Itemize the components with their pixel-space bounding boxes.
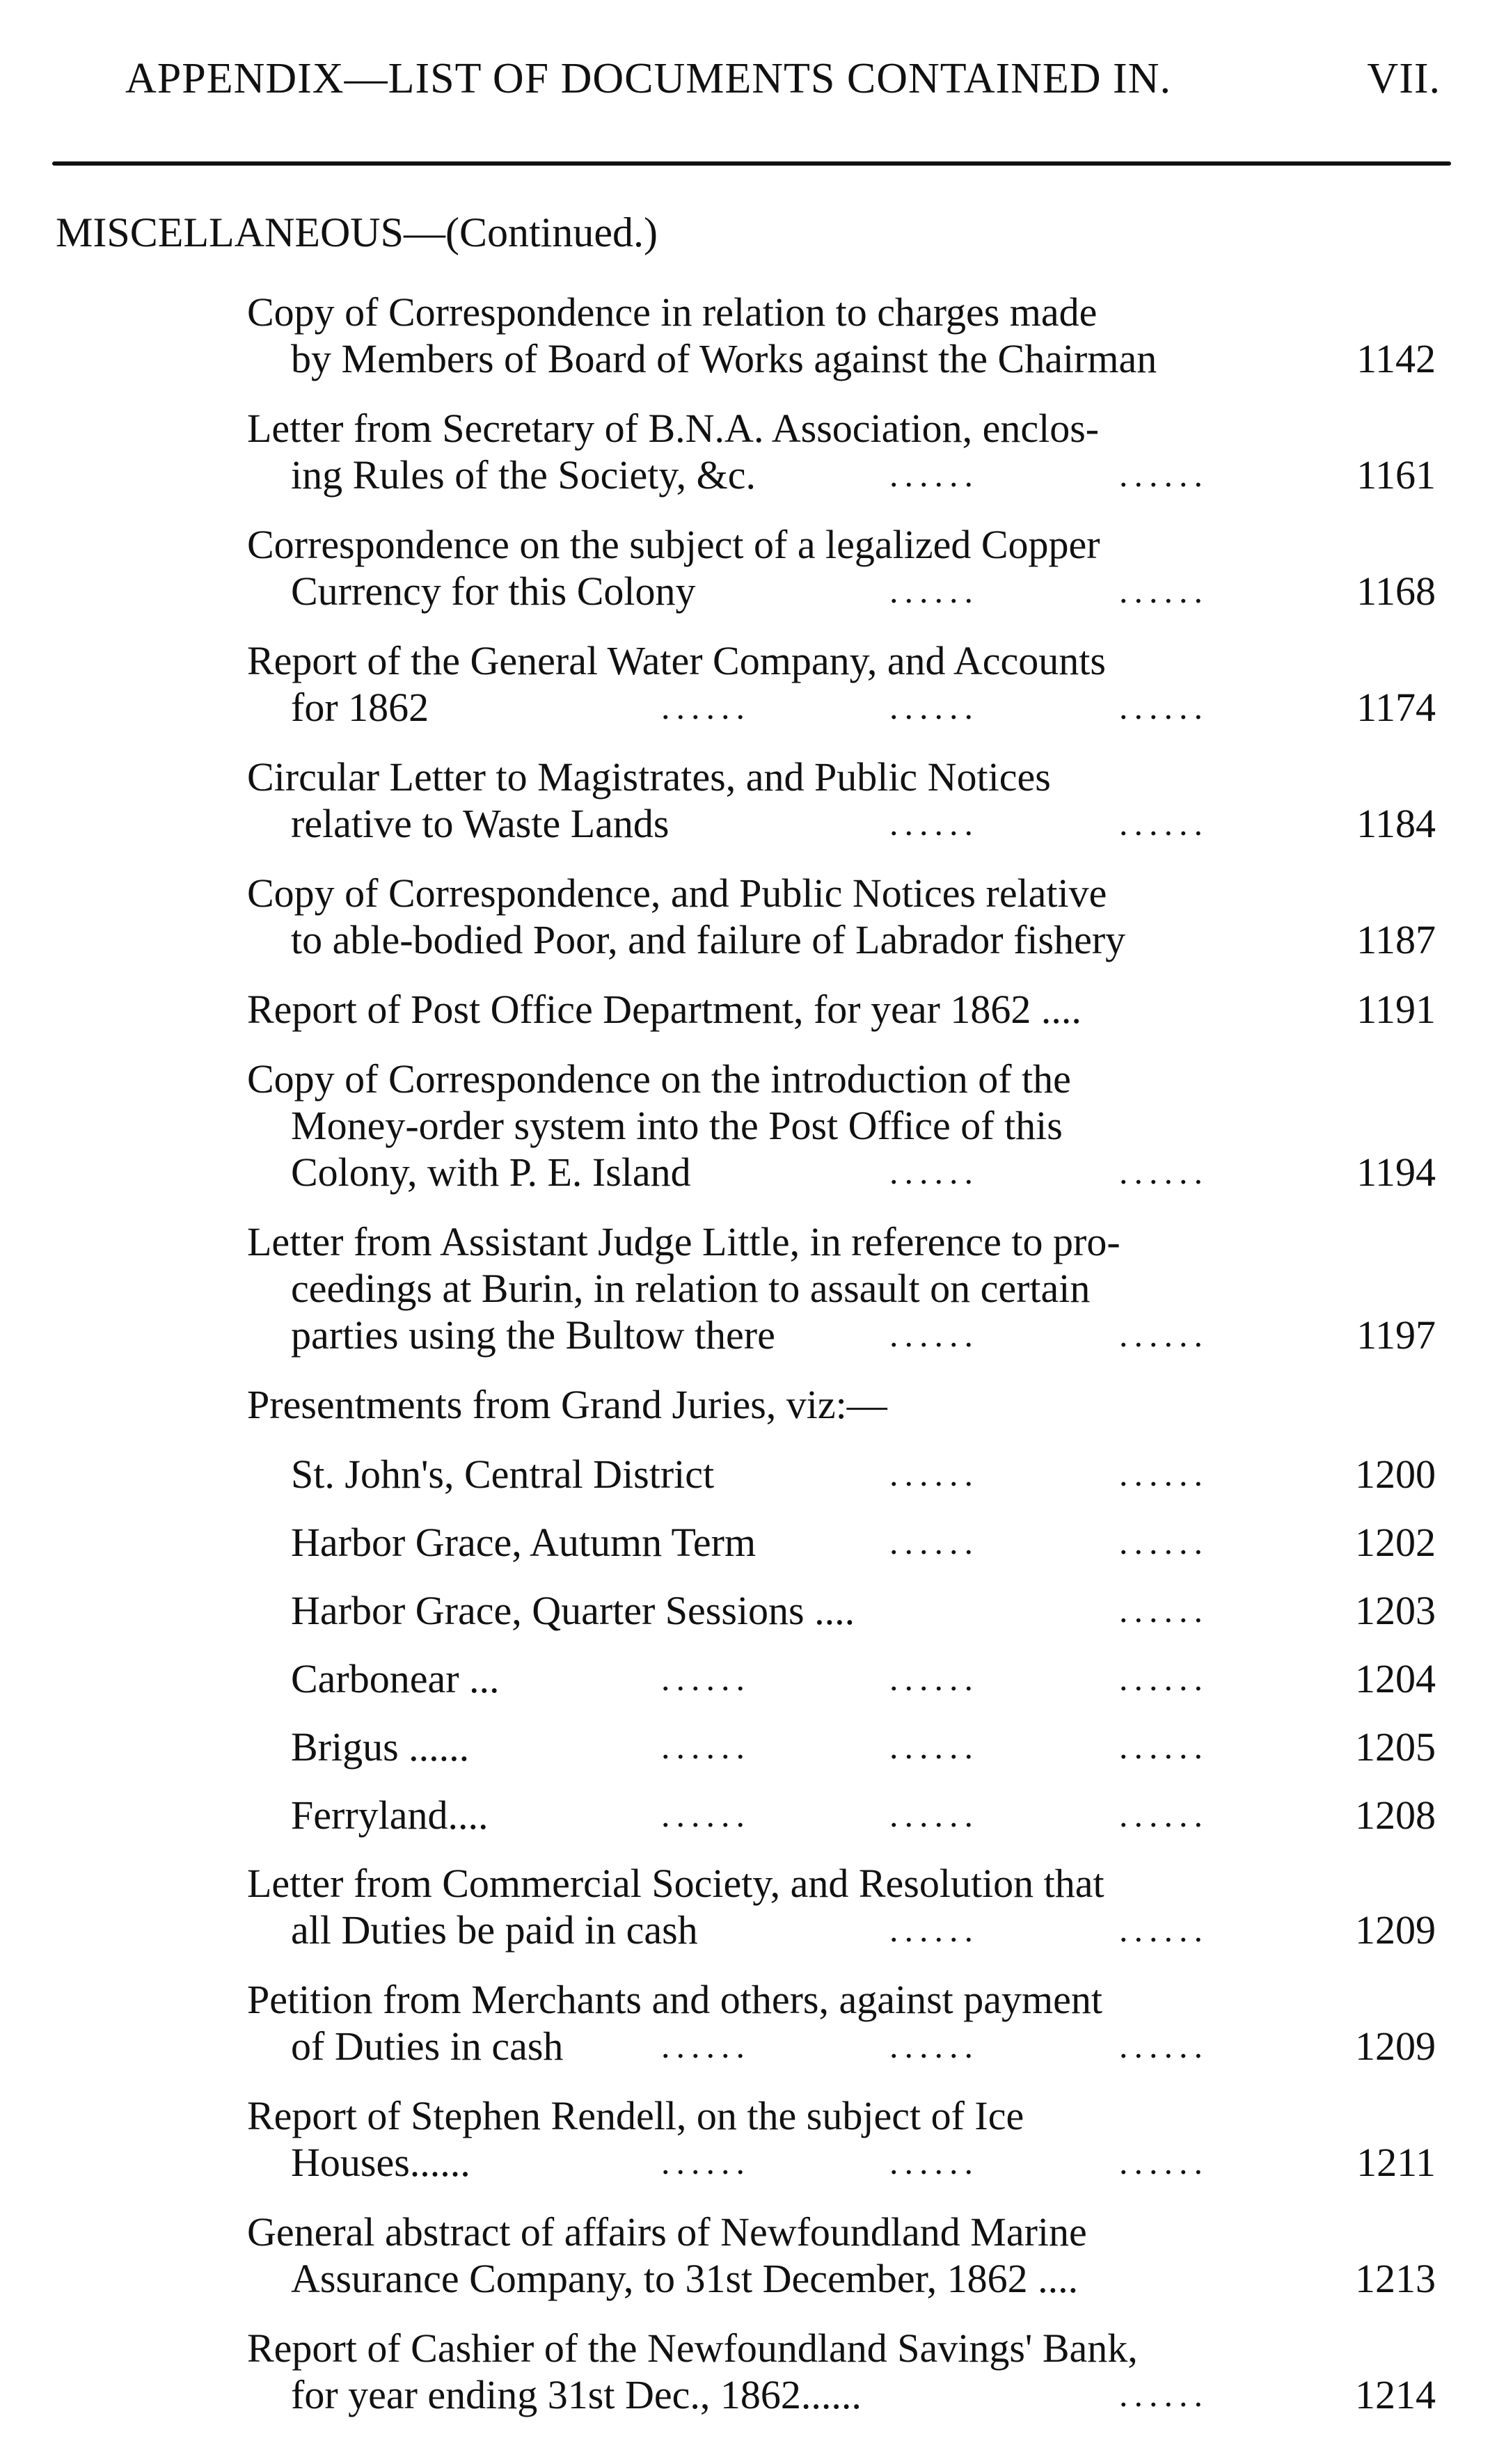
page-number: 1191 xyxy=(1356,987,1436,1032)
entry-spacer xyxy=(0,498,1497,521)
list-entry xyxy=(0,2092,1497,2186)
dot-leader: ...... xyxy=(889,571,979,610)
entry-spacer xyxy=(0,614,1497,637)
list-entry xyxy=(0,521,1497,614)
dot-leader: ...... xyxy=(889,1659,979,1698)
dot-leader: ...... xyxy=(889,1315,979,1354)
dot-leader: ...... xyxy=(889,455,979,494)
entry-text: Report of the General Water Company, and Accounts xyxy=(247,638,1106,683)
entry-continuation-line xyxy=(0,2371,1497,2418)
entry-text: Letter from Secretary of B.N.A. Association, enclos- xyxy=(247,406,1100,451)
entry-continuation-line xyxy=(0,684,1497,731)
dot-leader: ...... xyxy=(889,2026,979,2065)
list-entry xyxy=(0,1381,1497,1428)
entry-text: Copy of Correspondence in relation to charges made xyxy=(247,289,1098,335)
entry-text: Presentments from Grand Juries, viz:— xyxy=(247,1382,887,1427)
list-entry xyxy=(0,2209,1497,2302)
entry-spacer xyxy=(0,1566,1497,1587)
entry-spacer xyxy=(0,963,1497,986)
dot-leader: ...... xyxy=(889,1152,979,1191)
entry-spacer xyxy=(0,1195,1497,1218)
dot-leader: ...... xyxy=(1119,2375,1209,2414)
dot-leader: ...... xyxy=(889,2143,979,2181)
entry-title-line xyxy=(0,1056,1497,1102)
dot-leader: ...... xyxy=(1119,1152,1209,1191)
entry-text: Houses...... xyxy=(291,2140,470,2185)
entry-continuation-line xyxy=(0,1907,1497,1953)
entry-title-line xyxy=(0,754,1497,800)
dot-leader: ...... xyxy=(661,687,751,726)
dot-leader: ...... xyxy=(1119,1315,1209,1354)
list-entry xyxy=(0,754,1497,847)
dot-leader: ...... xyxy=(1119,1454,1209,1493)
entry-text: parties using the Bultow there xyxy=(291,1312,775,1358)
dot-leader: ...... xyxy=(889,687,979,726)
presentment-label: St. John's, Central District xyxy=(291,1452,715,1497)
page-number: 1161 xyxy=(1356,452,1436,498)
entry-continuation-line xyxy=(0,1149,1497,1195)
presentment-label: Brigus ...... xyxy=(291,1724,470,1770)
dot-leader: ...... xyxy=(1119,1591,1209,1630)
list-entry xyxy=(0,870,1497,963)
entry-continuation-line xyxy=(0,2139,1497,2186)
section-heading: MISCELLANEOUS—(Continued.) xyxy=(56,209,658,255)
dot-leader: ...... xyxy=(661,1727,751,1766)
page-number: 1200 xyxy=(1355,1452,1436,1497)
entry-spacer xyxy=(0,2302,1497,2325)
presentment-item xyxy=(0,1655,1497,1702)
entry-text: ing Rules of the Society, &c. xyxy=(291,452,756,498)
page-number: 1202 xyxy=(1355,1520,1436,1565)
entry-text: Report of Stephen Rendell, on the subject of Ice xyxy=(247,2093,1024,2138)
presentment-label: Ferryland.... xyxy=(291,1793,489,1838)
entry-text: ceedings at Burin, in relation to assault on certain xyxy=(291,1266,1091,1311)
entry-spacer xyxy=(0,1702,1497,1724)
page-number: 1194 xyxy=(1356,1150,1436,1195)
entry-continuation-line xyxy=(0,1265,1497,1312)
entry-title-line xyxy=(0,870,1497,916)
presentment-label: Carbonear ... xyxy=(291,1656,500,1701)
dot-leader: ...... xyxy=(1119,687,1209,726)
entry-spacer xyxy=(0,2418,1497,2441)
entry-continuation-line xyxy=(0,1102,1497,1149)
entry-continuation-line xyxy=(0,568,1497,614)
page-number: 1209 xyxy=(1355,1907,1436,1953)
entry-spacer xyxy=(0,1033,1497,1056)
presentment-item xyxy=(0,1451,1497,1497)
entry-title-line xyxy=(0,405,1497,452)
dot-leader: ...... xyxy=(1119,1910,1209,1949)
entry-title-line xyxy=(0,2325,1497,2371)
presentment-item xyxy=(0,1724,1497,1770)
dot-leader: ...... xyxy=(1119,1659,1209,1698)
dot-leader: ...... xyxy=(889,1523,979,1561)
page-number: 1142 xyxy=(1356,336,1436,381)
presentment-item xyxy=(0,1587,1497,1634)
entry-text: Correspondence on the subject of a legalized Copper xyxy=(247,522,1100,567)
entry-text: by Members of Board of Works against the Chairman xyxy=(291,336,1157,381)
entry-title-line xyxy=(0,2092,1497,2139)
entry-text: for year ending 31st Dec., 1862...... xyxy=(291,2372,862,2417)
dot-leader: ...... xyxy=(1119,2026,1209,2065)
entry-continuation-line xyxy=(0,1312,1497,1358)
page-number: 1187 xyxy=(1356,917,1436,962)
entry-text: Copy of Correspondence, and Public Notices relative xyxy=(247,871,1107,916)
page-number: 1205 xyxy=(1355,1724,1436,1770)
entry-text: Colony, with P. E. Island xyxy=(291,1150,691,1195)
presentment-item xyxy=(0,1792,1497,1838)
presentment-label: Harbor Grace, Autumn Term xyxy=(291,1520,757,1565)
page-number: 1214 xyxy=(1355,2372,1436,2417)
page-number: 1174 xyxy=(1356,685,1436,730)
entry-spacer xyxy=(0,1770,1497,1792)
entry-text: Circular Letter to Magistrates, and Public Notices xyxy=(247,754,1051,800)
page-number: 1197 xyxy=(1356,1312,1436,1358)
list-entry xyxy=(0,637,1497,731)
entry-spacer xyxy=(0,1953,1497,1976)
entry-text: General abstract of affairs of Newfoundland Marine xyxy=(247,2209,1087,2255)
list-entry xyxy=(0,289,1497,382)
entry-spacer xyxy=(0,2186,1497,2209)
entry-text: Assurance Company, to 31st December, 1862 .... xyxy=(291,2256,1079,2301)
presentment-item xyxy=(0,1519,1497,1566)
dot-leader: ...... xyxy=(661,1659,751,1698)
entry-spacer xyxy=(0,731,1497,754)
entry-spacer xyxy=(0,1358,1497,1381)
list-entry xyxy=(0,2325,1497,2418)
page-number: 1204 xyxy=(1355,1656,1436,1701)
running-head-title: APPENDIX—LIST OF DOCUMENTS CONTAINED IN. xyxy=(125,55,1171,102)
dot-leader: ...... xyxy=(1119,1523,1209,1561)
dot-leader: ...... xyxy=(889,1454,979,1493)
entry-continuation-line xyxy=(0,2023,1497,2069)
entry-title-line xyxy=(0,1218,1497,1265)
running-head-roman-numeral: VII. xyxy=(1367,55,1441,102)
entry-spacer xyxy=(0,1634,1497,1655)
entry-text: Money-order system into the Post Office of this xyxy=(291,1103,1063,1148)
document-list xyxy=(0,289,1497,2441)
dot-leader: ...... xyxy=(889,1795,979,1834)
dot-leader: ...... xyxy=(1119,2143,1209,2181)
entry-title-line xyxy=(0,1860,1497,1907)
entry-continuation-line xyxy=(0,800,1497,847)
entry-text: relative to Waste Lands xyxy=(291,801,670,846)
page-number: 1208 xyxy=(1355,1793,1436,1838)
entry-title-line xyxy=(0,1976,1497,2023)
entry-title-line xyxy=(0,521,1497,568)
dot-leader: ...... xyxy=(661,2026,751,2065)
entry-continuation-line xyxy=(0,916,1497,963)
dot-leader: ...... xyxy=(889,1910,979,1949)
dot-leader: ...... xyxy=(889,1727,979,1766)
entry-text: Petition from Merchants and others, against payment xyxy=(247,1977,1102,2022)
entry-spacer xyxy=(0,1838,1497,1860)
page-number: 1203 xyxy=(1355,1588,1436,1633)
presentment-label: Harbor Grace, Quarter Sessions .... xyxy=(291,1588,855,1633)
list-entry xyxy=(0,405,1497,498)
dot-leader: ...... xyxy=(1119,804,1209,843)
entry-text: Currency for this Colony xyxy=(291,569,696,614)
list-entry xyxy=(0,1976,1497,2069)
dot-leader: ...... xyxy=(1119,1727,1209,1766)
entry-spacer xyxy=(0,1497,1497,1519)
entry-continuation-line xyxy=(0,452,1497,498)
entry-text: for 1862 xyxy=(291,685,429,730)
entry-text: to able-bodied Poor, and failure of Labrador fishery xyxy=(291,917,1126,962)
page-number: 1209 xyxy=(1355,2024,1436,2069)
entry-title-line xyxy=(0,2209,1497,2255)
entry-text: Copy of Correspondence on the introduction of the xyxy=(247,1056,1071,1102)
dot-leader: ...... xyxy=(889,804,979,843)
entry-continuation-line xyxy=(0,335,1497,382)
entry-text: Letter from Assistant Judge Little, in reference to pro- xyxy=(247,1219,1120,1264)
running-head xyxy=(125,54,1441,104)
dot-leader: ...... xyxy=(1119,455,1209,494)
page-number: 1211 xyxy=(1356,2140,1436,2185)
entry-text: of Duties in cash xyxy=(291,2024,564,2069)
entry-continuation-line xyxy=(0,2255,1497,2302)
list-entry xyxy=(0,1218,1497,1358)
dot-leader: ...... xyxy=(661,1795,751,1834)
entry-spacer xyxy=(0,1428,1497,1451)
entry-title-line xyxy=(0,1381,1497,1428)
page-number: 1168 xyxy=(1356,569,1436,614)
entry-title-line xyxy=(0,637,1497,684)
list-entry xyxy=(0,1056,1497,1195)
header-rule xyxy=(52,161,1451,166)
entry-text: all Duties be paid in cash xyxy=(291,1907,698,1953)
entry-text: Report of Post Office Department, for year 1862 .... xyxy=(247,987,1082,1032)
entry-text: Letter from Commercial Society, and Resolution that xyxy=(247,1861,1104,1906)
entry-text: Report of Cashier of the Newfoundland Savings' Bank, xyxy=(247,2326,1138,2371)
dot-leader: ...... xyxy=(661,2143,751,2181)
entry-title-line xyxy=(0,986,1497,1033)
dot-leader: ...... xyxy=(1119,571,1209,610)
page-number: 1184 xyxy=(1356,801,1436,846)
list-entry xyxy=(0,1860,1497,1953)
entry-spacer xyxy=(0,847,1497,870)
entry-spacer xyxy=(0,2069,1497,2092)
entry-title-line xyxy=(0,289,1497,335)
entry-spacer xyxy=(0,382,1497,405)
list-entry xyxy=(0,986,1497,1033)
page-number: 1213 xyxy=(1355,2256,1436,2301)
dot-leader: ...... xyxy=(1119,1795,1209,1834)
